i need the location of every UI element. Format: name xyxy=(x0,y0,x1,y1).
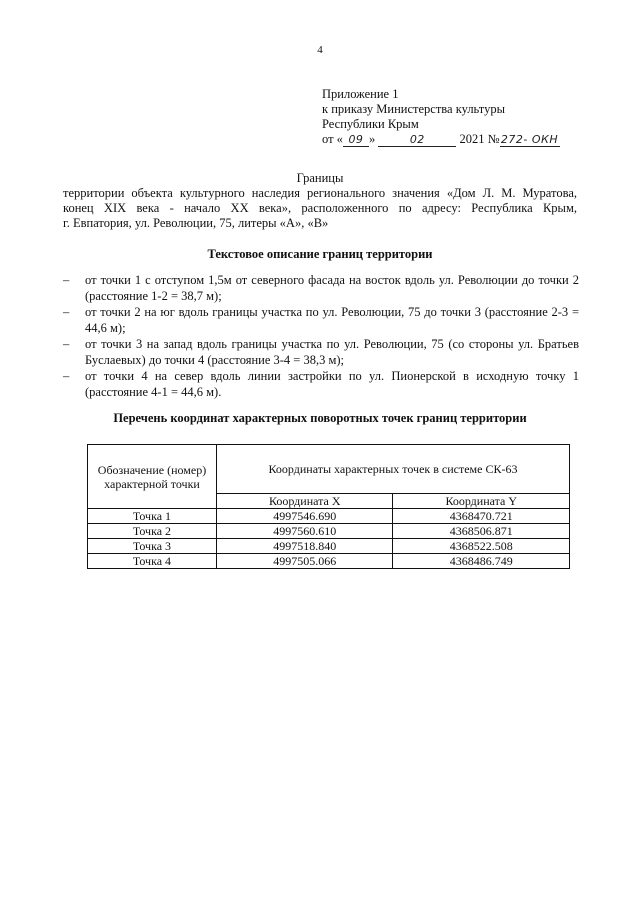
header-y: Координата Y xyxy=(393,494,570,509)
header-point-designation: Обозначение (номер) характерной точки xyxy=(88,445,217,509)
intro-line-3: г. Евпатория, ул. Революции, 75, литеры «А», «В» xyxy=(63,216,329,230)
list-item xyxy=(63,368,579,400)
list-item xyxy=(63,304,579,336)
cell-y: 4368522.508 xyxy=(393,539,570,554)
list-item xyxy=(63,272,579,304)
list-dash: – xyxy=(63,273,70,287)
boundary-list xyxy=(63,272,579,400)
appendix-line-1: Приложение 1 xyxy=(322,87,399,101)
cell-point: Точка 3 xyxy=(88,539,217,554)
cell-point: Точка 1 xyxy=(88,509,217,524)
cell-y: 4368486.749 xyxy=(393,554,570,569)
list-dash: – xyxy=(63,369,70,383)
section-heading-description: Текстовое описание границ территории xyxy=(207,247,433,261)
table-row xyxy=(88,509,570,524)
date-month: 02 xyxy=(378,134,456,147)
section-heading-coordinates: Перечень координат характерных поворотных точек границ территории xyxy=(113,411,527,425)
cell-x: 4997505.066 xyxy=(217,554,393,569)
date-prefix: от « xyxy=(322,132,343,146)
page-number: 4 xyxy=(317,44,323,56)
intro-paragraph xyxy=(63,186,577,231)
list-item-text: от точки 1 с отступом 1,5м от северного фасада на восток вдоль ул. Революции до точки 2 (расстояние 1-2 = 38,7 м); xyxy=(85,273,579,303)
date-mid: » xyxy=(368,132,376,146)
list-dash: – xyxy=(63,337,70,351)
header-coordinate-system: Координаты характерных точек в системе СК-63 xyxy=(217,445,570,494)
cell-x: 4997546.690 xyxy=(217,509,393,524)
table-row xyxy=(88,539,570,554)
cell-point: Точка 4 xyxy=(88,554,217,569)
appendix-line-2: к приказу Министерства культуры xyxy=(322,102,505,116)
cell-x: 4997560.610 xyxy=(217,524,393,539)
list-item-text: от точки 3 на запад вдоль границы участка по ул. Революции, 75 (со стороны ул. Братьев Буслаевых) до точки 4 (расстояние 3-4 = 38,3 м); xyxy=(85,337,579,367)
table-row xyxy=(88,524,570,539)
intro-line-1: территории объекта культурного наследия регионального значения «Дом Л. М. Муратова, xyxy=(63,186,577,200)
appendix-block xyxy=(322,87,560,147)
cell-y: 4368506.871 xyxy=(393,524,570,539)
list-item-text: от точки 4 на север вдоль линии застройки по ул. Пионерской в исходную точку 1 (расстояние 4-1 = 44,6 м). xyxy=(85,369,579,399)
list-item-text: от точки 2 на юг вдоль границы участка по ул. Революции, 75 до точки 3 (расстояние 2-3 = 44,6 м); xyxy=(85,305,579,335)
cell-x: 4997518.840 xyxy=(217,539,393,554)
cell-y: 4368470.721 xyxy=(393,509,570,524)
intro-line-2: конец XIX века - начало XX века», расположенного по адресу: Республика Крым, xyxy=(63,201,577,215)
list-item xyxy=(63,336,579,368)
header-x: Координата X xyxy=(217,494,393,509)
table-row xyxy=(88,554,570,569)
list-dash: – xyxy=(63,305,70,319)
date-year: 2021 № xyxy=(459,132,500,146)
appendix-line-3: Республики Крым xyxy=(322,117,419,131)
order-number: 272- ОКН xyxy=(500,133,559,146)
appendix-date-line xyxy=(322,132,560,147)
cell-point: Точка 2 xyxy=(88,524,217,539)
coordinates-table xyxy=(87,444,570,569)
date-day: 09 xyxy=(343,134,369,147)
document-title: Границы xyxy=(296,171,344,185)
